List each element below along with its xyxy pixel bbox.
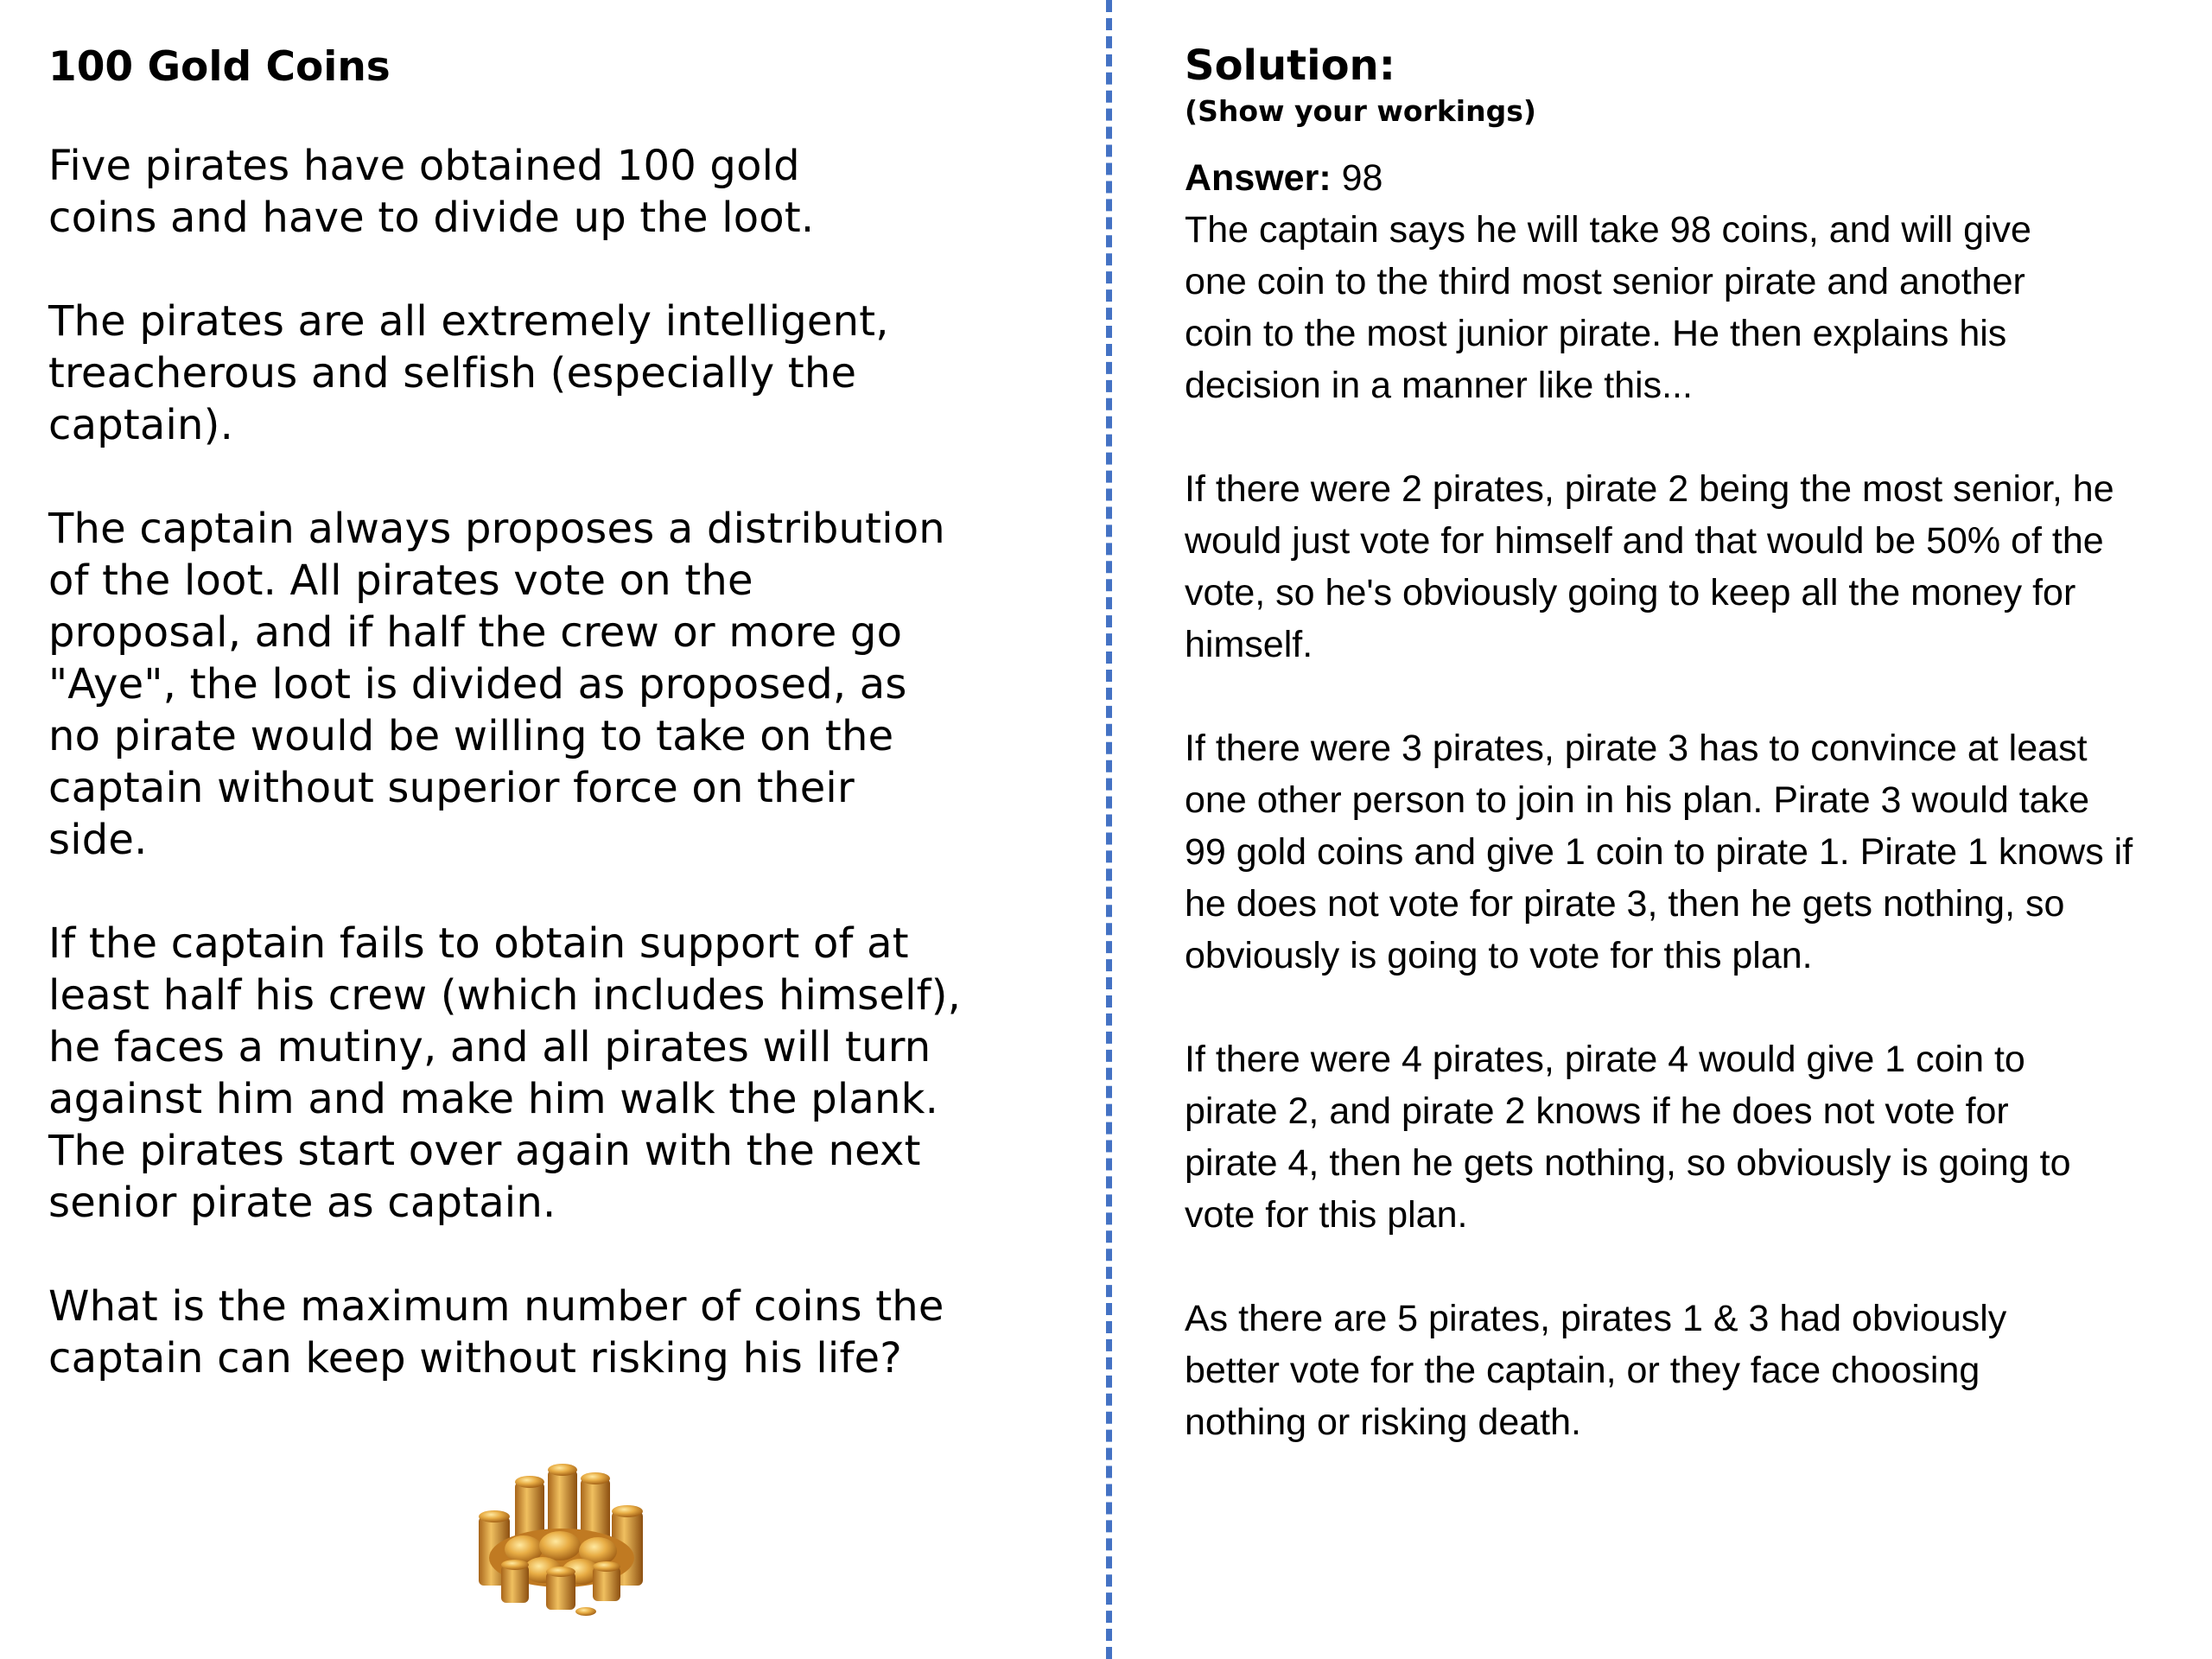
- solution-paragraph: As there are 5 pirates, pirates 1 & 3 had obviously better vote for the captain, or they face choosing nothing or risking death.: [1185, 1298, 2007, 1443]
- answer-line: [1185, 152, 2187, 204]
- solution-subtitle: (Show your workings): [1185, 94, 1536, 128]
- solution-paragraph: If there were 4 pirates, pirate 4 would give 1 coin to pirate 2, and pirate 2 knows if he does not vote for pirate 4, then he gets nothing, so obviously is going to vote for this plan.: [1185, 1039, 2071, 1236]
- solution-paragraph: If there were 2 pirates, pirate 2 being the most senior, he would just vote for himself and that would be 50% of the vote, so he's obviously going to keep all the money for himself.: [1185, 468, 2114, 665]
- solution-paragraph: If there were 3 pirates, pirate 3 has to convince at least one other person to join in his plan. Pirate 3 would take 99 gold coins and give 1 coin to pirate 1. Pirate 1 knows if he does not vote for pirate 3, then he gets nothing, so obviously is going to vote for this plan.: [1185, 728, 2133, 976]
- answer-label: Answer:: [1185, 157, 1332, 199]
- puzzle-paragraph: If the captain fails to obtain support of at least half his crew (which includes himself), he faces a mutiny, and all pirates will turn against him and make him walk the plank. The pirates start over again with the next senior pirate as captain.: [48, 919, 962, 1227]
- column-divider: [1106, 0, 1112, 1659]
- gold-coins-image: [463, 1463, 660, 1618]
- puzzle-title: 100 Gold Coins: [48, 43, 391, 91]
- puzzle-column: [48, 38, 1085, 1436]
- puzzle-paragraph: The pirates are all extremely intelligent, treacherous and selfish (especially the captain).: [48, 297, 889, 449]
- solution-title: Solution:: [1185, 41, 1395, 90]
- answer-value: 98: [1331, 157, 1383, 199]
- solution-paragraph: The captain says he will take 98 coins, and will give one coin to the third most senior pirate and another coin to the most junior pirate. He then explains his decision in a manner like this...: [1185, 209, 2031, 406]
- puzzle-paragraph: What is the maximum number of coins the captain can keep without risking his life?: [48, 1282, 944, 1382]
- solution-column: [1185, 38, 2187, 1500]
- puzzle-paragraph: Five pirates have obtained 100 gold coins and have to divide up the loot.: [48, 142, 815, 242]
- puzzle-paragraph: The captain always proposes a distribution of the loot. All pirates vote on the proposal, and if half the crew or more go "Aye", the loot is divided as proposed, as no pirate would be willing to take on the captain without superior force on their side.: [48, 505, 945, 864]
